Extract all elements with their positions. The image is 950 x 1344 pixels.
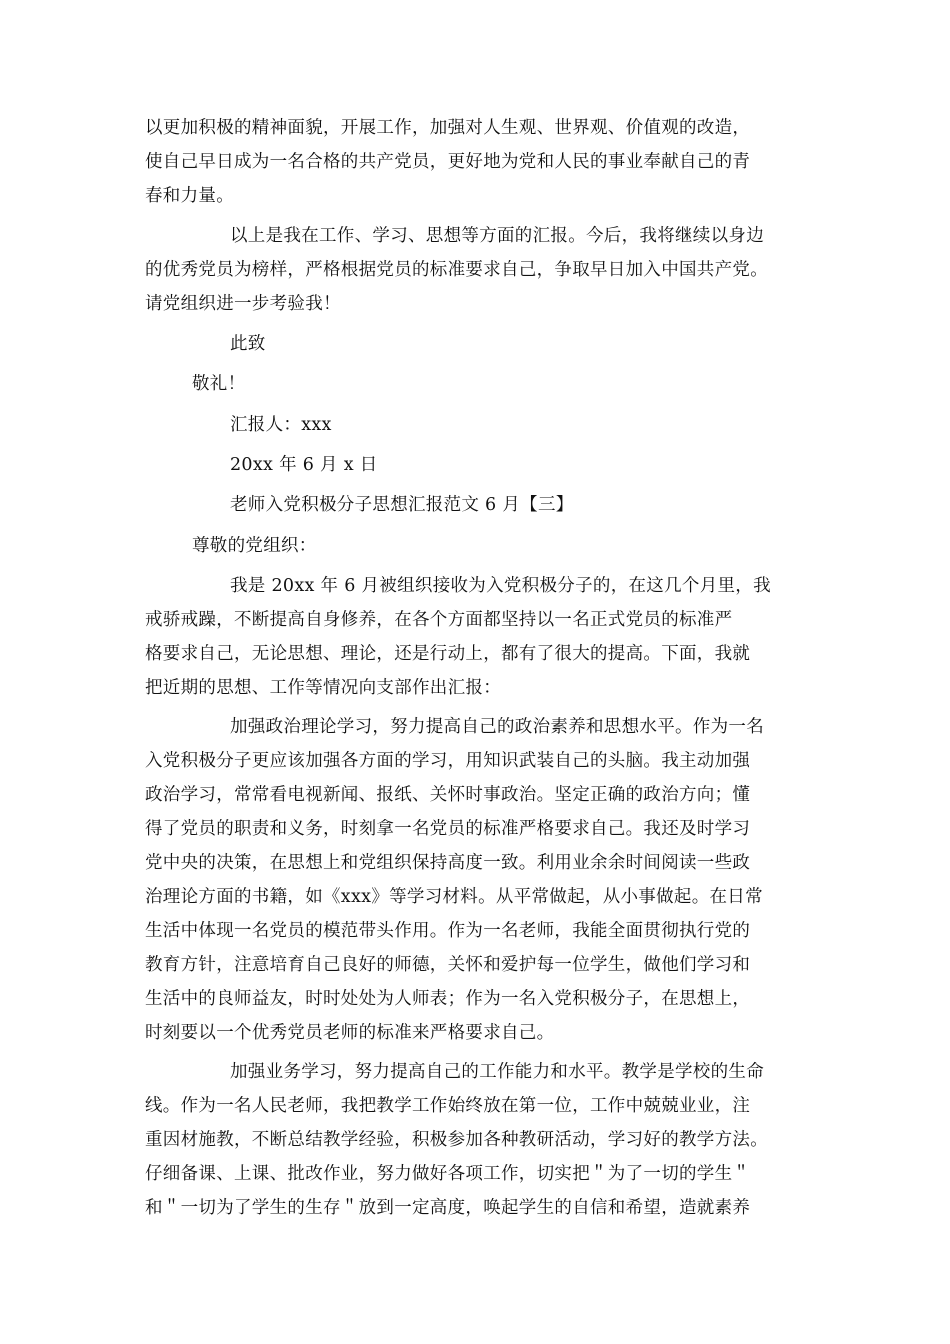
text-line: 党中央的决策，在思想上和党组织保持高度一致。利用业余余时间阅读一些政 [145, 853, 751, 873]
text-line: 线。作为一名人民老师，我把教学工作始终放在第一位，工作中兢兢业业，注 [145, 1096, 751, 1116]
text-line: 以更加积极的精神面貌，开展工作，加强对人生观、世界观、价值观的改造， [145, 118, 751, 138]
text-line: 我是 20xx 年 6 月被组织接收为入党积极分子的，在这几个月里，我 [230, 576, 771, 596]
text-line: 得了党员的职责和义务，时刻拿一名党员的标准严格要求自己。我还及时学习 [145, 819, 751, 839]
text-line: 政治学习，常常看电视新闻、报纸、关怀时事政治。坚定正确的政治方向；懂 [145, 785, 751, 805]
text-line: 加强政治理论学习，努力提高自己的政治素养和思想水平。作为一名 [230, 717, 764, 737]
text-line: 戒骄戒躁，不断提高自身修养，在各个方面都坚持以一名正式党员的标准严 [145, 610, 733, 630]
text-line: 以上是我在工作、学习、思想等方面的汇报。今后，我将继续以身边 [230, 226, 764, 246]
text-line: 使自己早日成为一名合格的共产党员，更好地为党和人民的事业奉献自己的青 [145, 152, 751, 172]
text-line: 把近期的思想、工作等情况向支部作出汇报： [145, 678, 501, 698]
date-line: 20xx 年 6 月 x 日 [230, 455, 378, 475]
text-line: 和＂一切为了学生的生存＂放到一定高度，唤起学生的自信和希望，造就素养 [145, 1198, 751, 1218]
text-line: 入党积极分子更应该加强各方面的学习，用知识武装自己的头脑。我主动加强 [145, 751, 751, 771]
text-line: 格要求自己，无论思想、理论，还是行动上，都有了很大的提高。下面，我就 [145, 644, 751, 664]
text-line: 时刻要以一个优秀党员老师的标准来严格要求自己。 [145, 1023, 555, 1043]
text-line: 春和力量。 [145, 186, 234, 206]
text-line: 请党组织进一步考验我！ [145, 294, 341, 314]
text-line: 教育方针，注意培育自己良好的师德，关怀和爱护每一位学生，做他们学习和 [145, 955, 751, 975]
greeting: 尊敬的党组织： [192, 536, 317, 556]
reporter-line: 汇报人：xxx [230, 415, 332, 435]
text-line: 的优秀党员为榜样，严格根据党员的标准要求自己，争取早日加入中国共产党。 [145, 260, 768, 280]
text-line: 仔细备课、上课、批改作业，努力做好各项工作，切实把＂为了一切的学生＂ [145, 1164, 751, 1184]
closing-salutation: 此致 [230, 334, 266, 354]
closing-regards: 敬礼！ [192, 374, 246, 394]
section-title: 老师入党积极分子思想汇报范文 6 月【三】 [230, 495, 574, 515]
text-line: 加强业务学习，努力提高自己的工作能力和水平。教学是学校的生命 [230, 1062, 764, 1082]
text-line: 生活中的良师益友，时时处处为人师表；作为一名入党积极分子，在思想上， [145, 989, 751, 1009]
text-line: 重因材施教，不断总结教学经验，积极参加各种教研活动，学习好的教学方法。 [145, 1130, 768, 1150]
text-line: 生活中体现一名党员的模范带头作用。作为一名老师，我能全面贯彻执行党的 [145, 921, 751, 941]
text-line: 治理论方面的书籍，如《xxx》等学习材料。从平常做起，从小事做起。在日常 [145, 887, 763, 907]
